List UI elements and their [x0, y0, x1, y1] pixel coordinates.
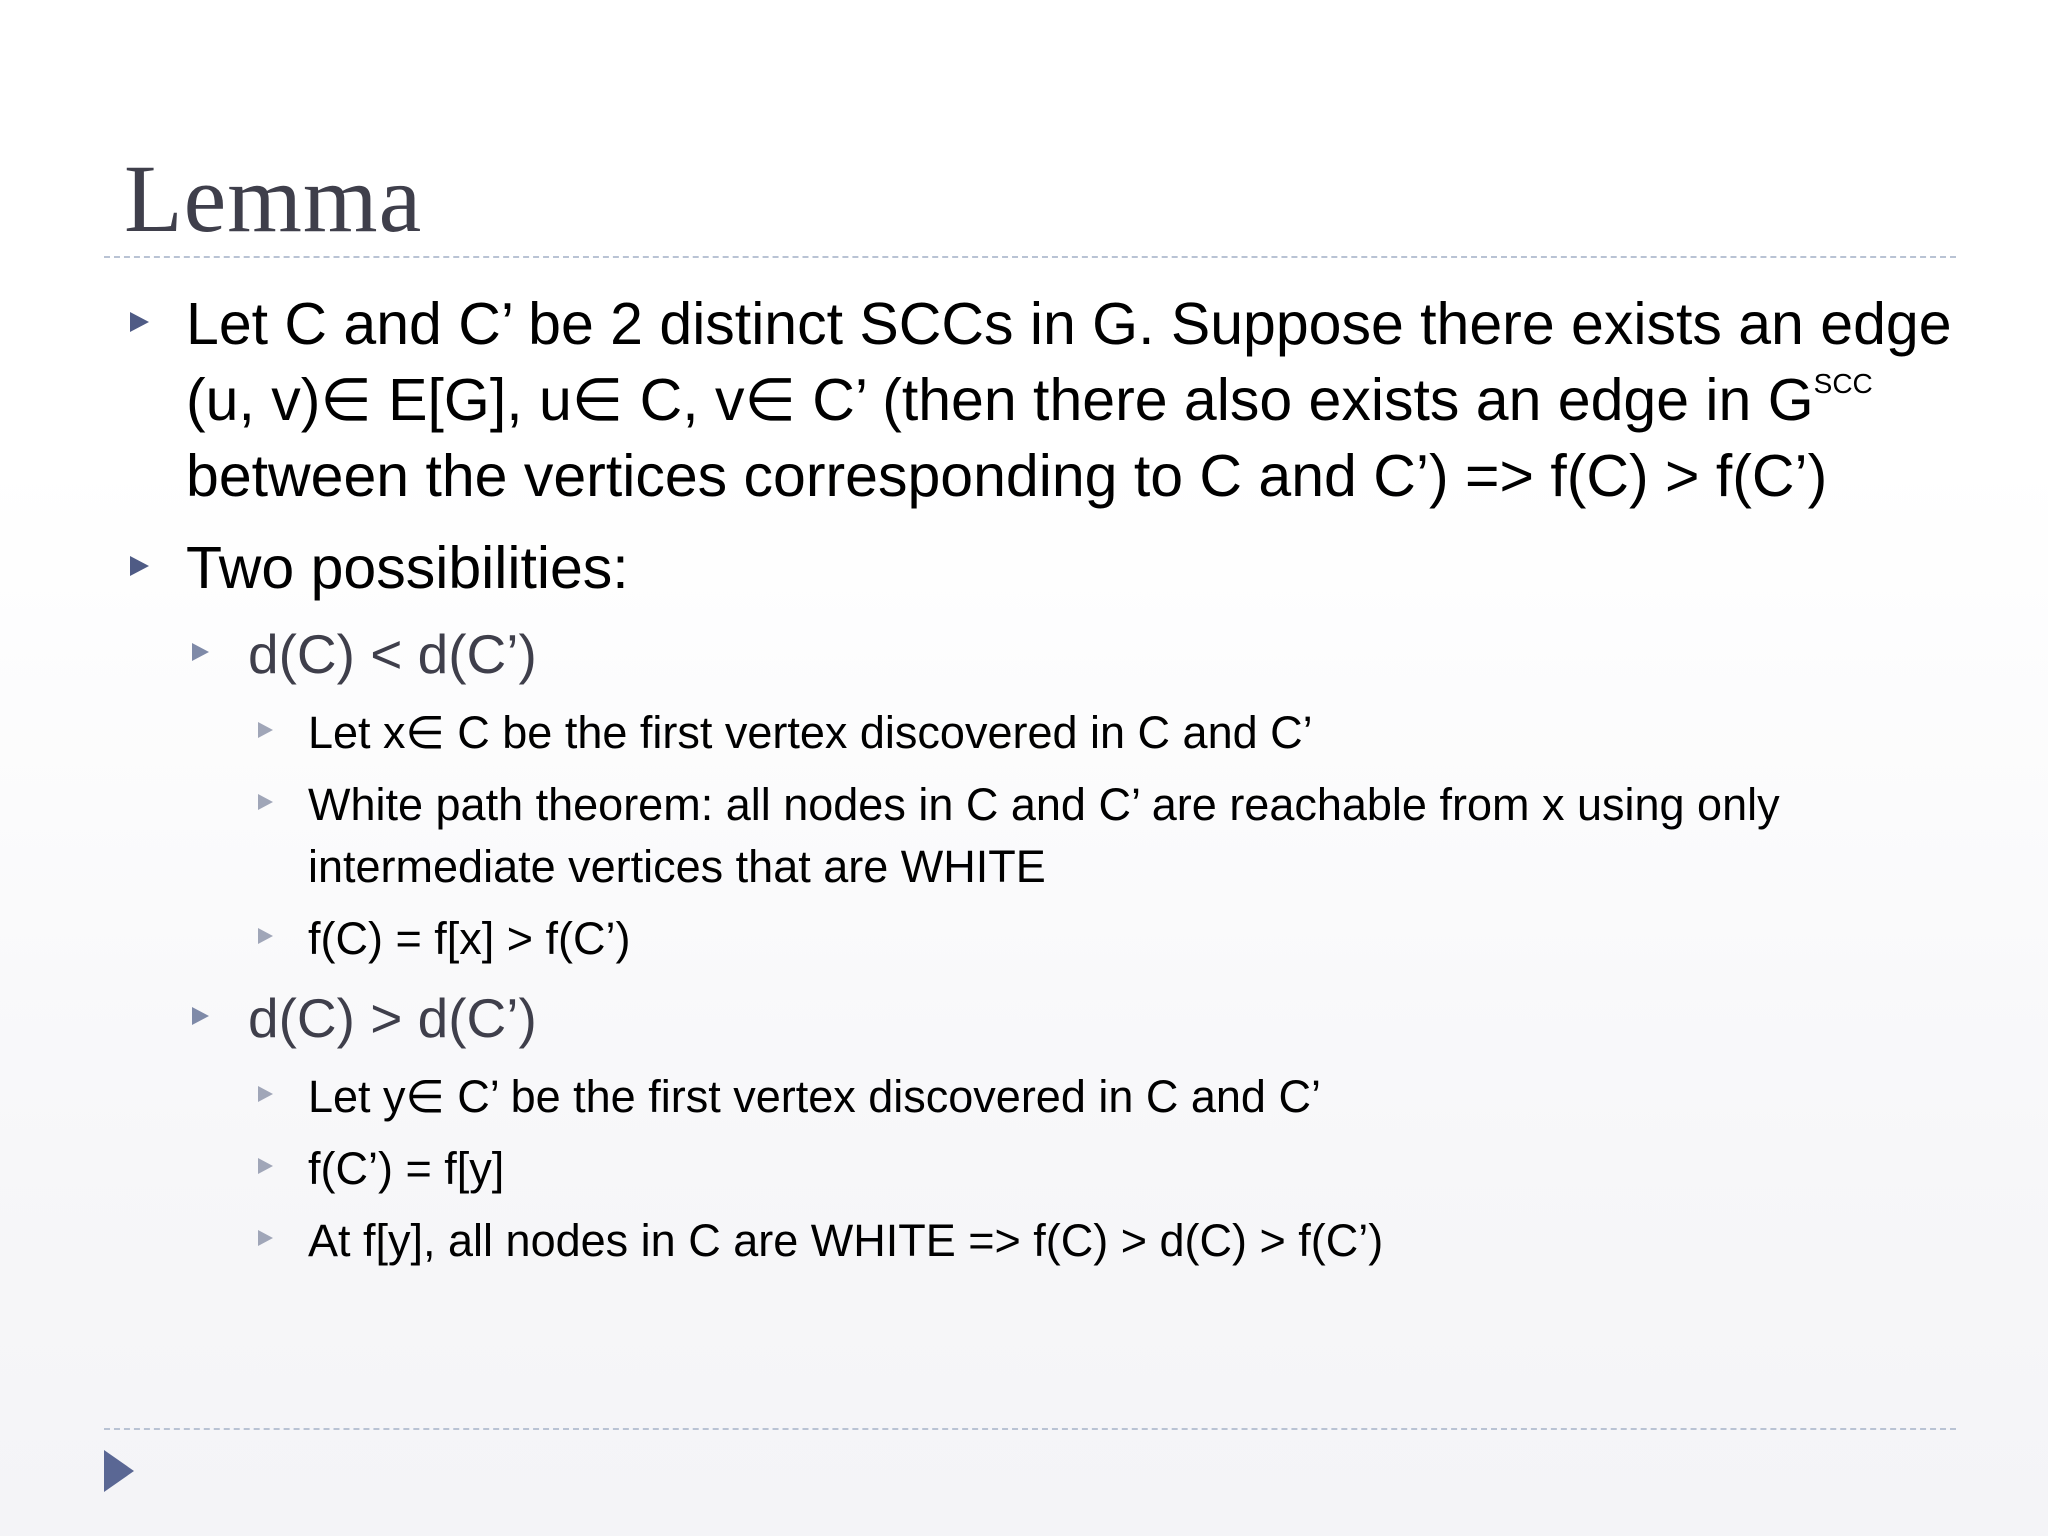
case-two-item-text: At f[y], all nodes in C are WHITE => f(C) > d(C) > f(C’)	[308, 1215, 1384, 1266]
next-arrow-icon[interactable]	[104, 1450, 134, 1492]
bullet-lemma-statement	[120, 286, 1960, 514]
case-two-heading-text: d(C) > d(C’)	[248, 987, 537, 1049]
scc-superscript: SCC	[1813, 368, 1873, 400]
case-two-item	[120, 1210, 1960, 1272]
case-two-item	[120, 1138, 1960, 1200]
lemma-statement-text: Let C and C’ be 2 distinct SCCs in G. Suppose there exists an edge (u, v)∈ E[G], u∈ C, v∈ C’ (then there also exists an edge in G	[186, 291, 1952, 433]
two-possibilities-text: Two possibilities:	[186, 535, 629, 601]
triangle-bullet-icon	[130, 556, 149, 576]
case-two-heading	[120, 982, 1960, 1054]
case-one-item-text: Let x∈ C be the first vertex discovered in C and C’	[308, 707, 1313, 758]
triangle-bullet-icon	[258, 1158, 273, 1174]
case-one-item-text: f(C) = f[x] > f(C’)	[308, 913, 631, 964]
case-one-heading-text: d(C) < d(C’)	[248, 623, 537, 685]
triangle-bullet-icon	[130, 312, 149, 332]
triangle-bullet-icon	[258, 1230, 273, 1246]
case-one-heading	[120, 618, 1960, 690]
triangle-bullet-icon	[258, 1086, 273, 1102]
case-one-item	[120, 774, 1960, 898]
triangle-bullet-icon	[258, 928, 273, 944]
case-two-item-text: f(C’) = f[y]	[308, 1143, 505, 1194]
slide-title: Lemma	[124, 145, 423, 252]
case-two-item	[120, 1066, 1960, 1128]
triangle-bullet-icon	[192, 643, 209, 661]
case-two-item-text: Let y∈ C’ be the first vertex discovered in C and C’	[308, 1071, 1321, 1122]
triangle-bullet-icon	[258, 794, 273, 810]
footer-divider	[104, 1428, 1956, 1430]
case-one-item	[120, 908, 1960, 970]
triangle-bullet-icon	[192, 1007, 209, 1025]
case-one-item-text: White path theorem: all nodes in C and C’ are reachable from x using only intermediate vertices that are WHITE	[308, 779, 1780, 892]
case-one-item	[120, 702, 1960, 764]
title-divider	[104, 256, 1956, 258]
lemma-statement-tail: between the vertices corresponding to C and C’) => f(C) > f(C’)	[186, 443, 1828, 509]
slide-body	[120, 286, 1960, 1272]
bullet-two-possibilities	[120, 530, 1960, 606]
triangle-bullet-icon	[258, 722, 273, 738]
